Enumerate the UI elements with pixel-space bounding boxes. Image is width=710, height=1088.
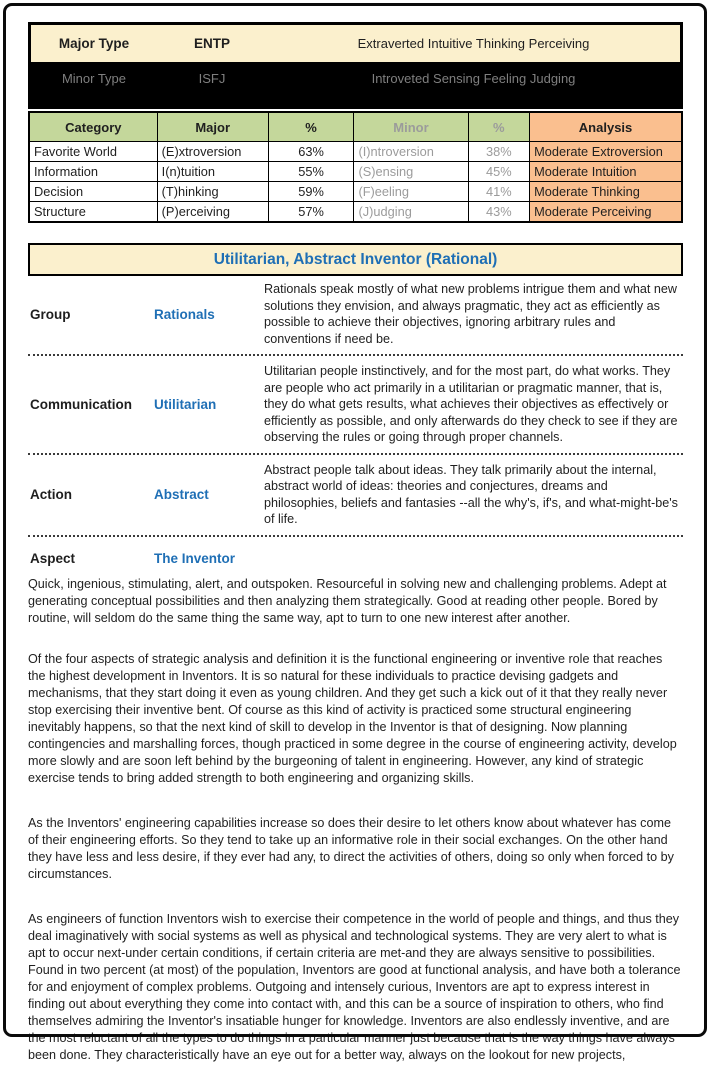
cell-major-pct: 57% <box>268 202 354 223</box>
cell-minor: (S)ensing <box>354 162 468 182</box>
table-row <box>29 182 682 202</box>
dotted-divider <box>28 354 683 356</box>
cell-major: (T)hinking <box>157 182 268 202</box>
breakdown-table <box>28 111 683 223</box>
section-value: Utilitarian <box>154 396 217 412</box>
cell-analysis: Moderate Thinking <box>530 182 682 202</box>
paragraph-summary: Quick, ingenious, stimulating, alert, and outspoken. Resourceful in solving new and challenging problems. Adept at generating conceptual possibilities and then analyzing them strategically. Good at reading other people. Bored by routine, will seldom do the same thing the same way, apt to turn to one new interest after another. <box>28 576 667 625</box>
cell-major: I(n)tuition <box>157 162 268 182</box>
section-description: Rationals speak mostly of what new problems intrigue them and what new solutions they envision, and always pragmatic, they act as efficiently as possible to achieve their objectives, ignoring arbitrary rules and conventions if need be. <box>264 282 678 346</box>
section-description: Abstract people talk about ideas. They talk primarily about the internal, abstract world of ideas: theories and conjectures, dreams and philosophies, beliefs and fantasies --all the why's, if's, and what-might-be's of life. <box>264 462 678 526</box>
profile-title-bar <box>28 243 683 276</box>
section-action <box>28 457 683 533</box>
cell-major-pct: 63% <box>268 142 354 162</box>
cell-major: (P)erceiving <box>157 202 268 223</box>
section-label: Group <box>30 306 71 322</box>
header-major: Major <box>157 112 268 142</box>
section-label: Communication <box>30 396 133 412</box>
cell-minor-pct: 43% <box>468 202 530 223</box>
major-type-code: ENTP <box>193 36 230 51</box>
table-row <box>29 142 682 162</box>
cell-analysis: Moderate Intuition <box>530 162 682 182</box>
paragraph-strategic-analysis: Of the four aspects of strategic analysis and definition it is the functional engineering or inventive role that reaches the highest development in Inventors. It is so natural for these individuals to practice devising gadgets and mechanisms, that they start doing it even as young children. And they get such a kick out of it that they really never stop exercising their inventive bent. Of course as this kind of activity is practiced some structural engineering inevitably happens, so that the next kind of skill to develop in the Inventor is that of designing. Now planning contingencies and marshalling forces, though practiced in some degree in the course of engineering activity, develop more slowly and are soon left behind by the burgeoning of talent in engineering. However, any kind of strategic exercise tends to bring added strength to both engineering and organizing skills. <box>28 651 677 785</box>
document-content <box>28 22 683 1088</box>
cell-major-pct: 55% <box>268 162 354 182</box>
paragraph-engineers-of-function: As engineers of function Inventors wish to exercise their competence in the world of people and things, and thus they deal imaginatively with social systems as well as physical and technological systems. They are very alert to what is apt to occur next-under certain conditions, if certain criteria are met-and they are always sensitive to possibilities. Found in two percent (at most) of the population, Inventors are good at functional analysis, and have both a tolerance for and enjoyment of complex problems. Outgoing and intensely curious, Inventors are apt to express interest in finding out about everything they come into contact with, and this can be a source of inspiration to others, who find themselves admiring the Inventor's insatiable hunger for knowledge. Inventors are also endlessly inventive, and are the most reluctant of all the types to do things in a particular manner just because that is the way things have always been done. They characteristically have an eye out for a better way, always on the lookout for new projects, <box>28 911 681 1062</box>
section-label: Aspect <box>30 550 76 566</box>
cell-major: (E)xtroversion <box>157 142 268 162</box>
header-analysis: Analysis <box>530 112 682 142</box>
cell-category: Decision <box>29 182 157 202</box>
section-value: The Inventor <box>154 550 236 566</box>
cell-analysis: Moderate Extroversion <box>530 142 682 162</box>
section-value: Abstract <box>154 487 209 502</box>
minor-type-label: Minor Type <box>61 71 127 86</box>
minor-type-description: Introveted Sensing Feeling Judging <box>371 71 576 86</box>
section-description: Utilitarian people instinctively, and for the most part, do what works. They are people who act primarily in a utilitarian or pragmatic manner, that is, they do what gets results, what achieves their objectives as effectively or efficiently as possible, and only afterwards do they check to see if they are observing the rules or going through proper channels. <box>264 364 678 444</box>
dotted-divider <box>28 453 683 455</box>
section-communication <box>28 358 683 451</box>
cell-major-pct: 59% <box>268 182 354 202</box>
cell-category: Structure <box>29 202 157 223</box>
cell-minor-pct: 38% <box>468 142 530 162</box>
section-label: Action <box>30 487 72 502</box>
cell-minor-pct: 41% <box>468 182 530 202</box>
cell-minor: (J)udging <box>354 202 468 223</box>
profile-title: Utilitarian, Abstract Inventor (Rational) <box>213 250 498 268</box>
minor-type-row <box>31 62 680 106</box>
header-major-pct: % <box>268 112 354 142</box>
type-summary-table <box>28 22 683 109</box>
cell-minor: (I)ntroversion <box>354 142 468 162</box>
paragraph-engineering-capabilities: As the Inventors' engineering capabilities increase so does their desire to let others know about whatever has come of their engineering efforts. So they tend to take up an informative role in their social exchanges. On the other hand they have less and less desire, if they ever had any, to direct the activities of others, doing so only when forced to by circumstances. <box>28 815 674 881</box>
header-minor-pct: % <box>468 112 530 142</box>
major-type-row <box>31 25 680 62</box>
minor-type-code: ISFJ <box>198 71 226 86</box>
major-type-description: Extraverted Intuitive Thinking Perceiving <box>357 36 590 51</box>
breakdown-header-row <box>29 112 682 142</box>
header-minor: Minor <box>354 112 468 142</box>
cell-analysis: Moderate Perceiving <box>530 202 682 223</box>
dotted-divider <box>28 535 683 537</box>
section-value: Rationals <box>154 306 215 322</box>
table-row <box>29 202 682 223</box>
cell-category: Information <box>29 162 157 182</box>
cell-minor-pct: 45% <box>468 162 530 182</box>
cell-minor: (F)eeling <box>354 182 468 202</box>
header-category: Category <box>29 112 157 142</box>
table-row <box>29 162 682 182</box>
section-group <box>28 276 683 352</box>
major-type-label: Major Type <box>58 36 130 51</box>
section-aspect <box>28 539 683 568</box>
cell-category: Favorite World <box>29 142 157 162</box>
